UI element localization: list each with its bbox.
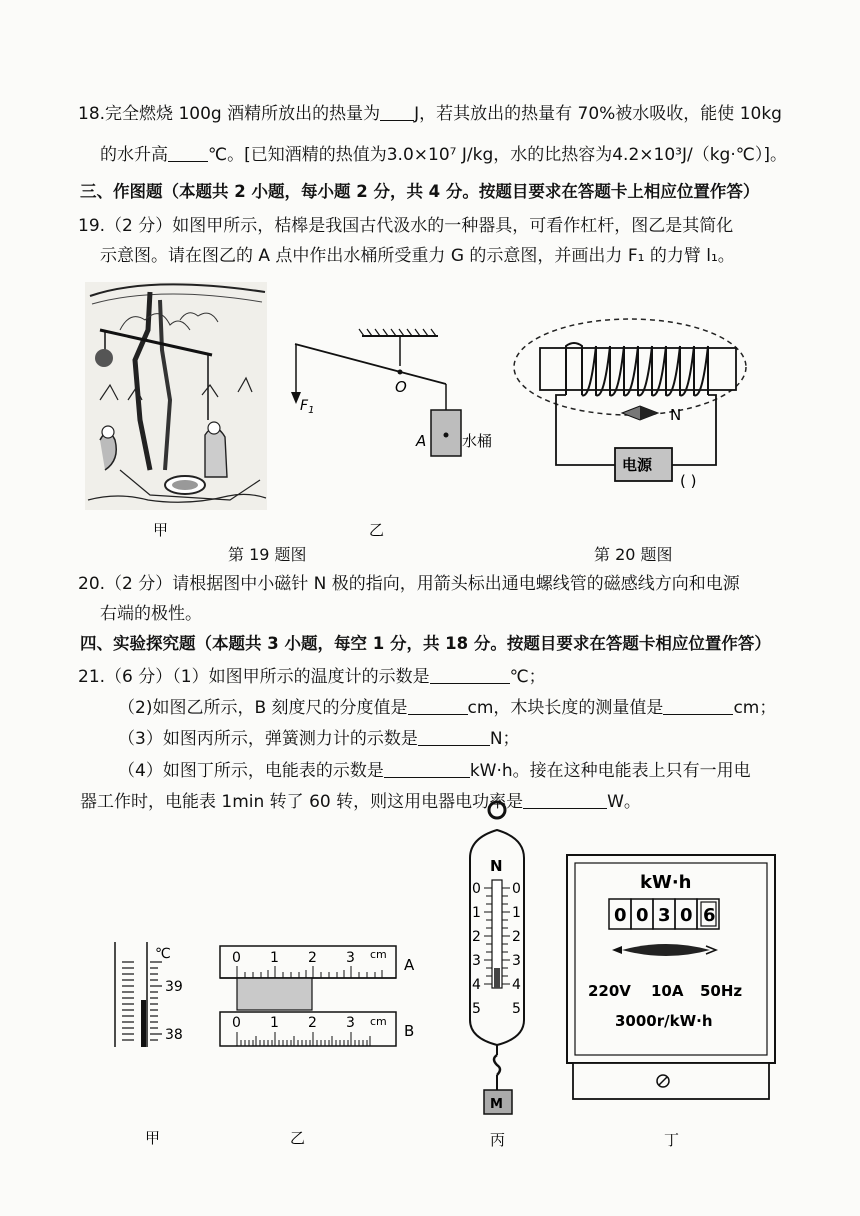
q21-part5: 器工作时，电能表 1min 转了 60 转，则这用电器电功率是 W。 [80, 792, 641, 812]
ruler-b-label: B [404, 1022, 415, 1040]
ruler-b-tick: 1 [270, 1015, 279, 1031]
ruler-b-tick: 0 [232, 1015, 241, 1031]
polarity-blank[interactable]: ( ) [680, 472, 697, 490]
answer-blank[interactable] [663, 698, 733, 715]
scale-tick-left: 2 [472, 929, 481, 945]
ruler-a-unit: cm [370, 948, 387, 961]
fig21-label-ding: 丁 [664, 1131, 680, 1149]
thermo-38: 38 [165, 1027, 183, 1043]
mass-label: M [490, 1097, 503, 1112]
q20-line2: 右端的极性。 [100, 604, 202, 624]
q19-line2: 示意图。请在图乙的 A 点中作出水桶所受重力 G 的示意图，并画出力 F₁ 的力臂 l₁。 [100, 246, 735, 266]
fig21-label-bing: 丙 [490, 1131, 506, 1149]
ruler-b-tick: 3 [346, 1015, 355, 1031]
fig21-label-yi: 乙 [290, 1129, 306, 1147]
ruler-b-tick: 2 [308, 1015, 317, 1031]
point-a-label: A [416, 432, 427, 450]
scale-tick-left: 0 [472, 881, 481, 897]
q21-part3: （3）如图丙所示，弹簧测力计的示数是 N； [118, 729, 520, 749]
scale-tick-right: 3 [512, 953, 521, 969]
fig21-label-jia: 甲 [145, 1129, 161, 1147]
scale-tick-right: 0 [512, 881, 521, 897]
q20-line1: 20.（2 分）请根据图中小磁针 N 极的指向，用箭头标出通电螺线管的磁感线方向和电源 [78, 574, 740, 594]
meter-digit: 3 [658, 905, 671, 926]
needle-n-label: N [670, 406, 682, 424]
fig19-label-yi: 乙 [369, 521, 385, 539]
meter-digit: 0 [636, 905, 649, 926]
section3-heading: 三、作图题（本题共 2 小题，每小题 2 分，共 4 分。按题目要求在答题卡上相应位置作答） [80, 182, 760, 201]
meter-digit: 6 [703, 905, 716, 926]
fig19-caption: 第 19 题图 [228, 545, 307, 564]
meter-digit: 0 [680, 905, 693, 926]
lever-diagram [291, 329, 461, 456]
q21-part4: （4）如图丁所示，电能表的示数是 kW·h。接在这种电能表上只有一用电 [118, 761, 751, 781]
power-label: 电源 [622, 456, 653, 474]
scale-tick-right: 4 [512, 977, 521, 993]
scale-tick-left: 3 [472, 953, 481, 969]
bucket-label: 水桶 [462, 432, 493, 450]
force-label: $F_1$ [300, 398, 315, 416]
q19-line1: 19.（2 分）如图甲所示，桔槔是我国古代汲水的一种器具，可看作杠杆，图乙是其简化 [78, 216, 734, 236]
answer-blank[interactable] [418, 729, 490, 746]
ruler-a-tick: 3 [346, 950, 355, 966]
answer-blank[interactable] [408, 698, 468, 715]
meter-current: 10A [651, 982, 684, 1000]
fig20-caption: 第 20 题图 [594, 545, 673, 564]
scale-tick-left: 5 [472, 1001, 481, 1017]
ruler-a-tick: 1 [270, 950, 279, 966]
scale-tick-left: 1 [472, 905, 481, 921]
meter-frequency: 50Hz [700, 982, 743, 1000]
meter-unit: kW·h [640, 872, 692, 893]
scale-tick-right: 5 [512, 1001, 521, 1017]
answer-blank[interactable] [430, 667, 510, 684]
scale-tick-right: 2 [512, 929, 521, 945]
scale-tick-right: 1 [512, 905, 521, 921]
jiegao-illustration [85, 282, 267, 510]
thermo-unit: ℃ [155, 946, 171, 962]
q18-line2: 的水升高 ℃。[已知酒精的热值为3.0×10⁷ J/kg，水的比热容为4.2×10³J/（kg·℃）]。 [100, 145, 787, 165]
scale-top-n: N [490, 857, 503, 875]
q21-part1: 21.（6 分）（1）如图甲所示的温度计的示数是 ℃； [78, 667, 546, 687]
meter-constant: 3000r/kW·h [615, 1012, 713, 1030]
q18-line1: 18.完全燃烧 100g 酒精所放出的热量为 J，若其放出的热量有 70%被水吸收，能使 10kg [78, 104, 782, 124]
pivot-label: O [395, 378, 407, 396]
meter-voltage: 220V [588, 982, 631, 1000]
meter-digit: 0 [614, 905, 627, 926]
section4-heading: 四、实验探究题（本题共 3 小题，每空 1 分，共 18 分。按题目要求在答题卡相应位置作答） [80, 634, 771, 653]
fig19-label-jia: 甲 [153, 521, 169, 539]
ruler-a-label: A [404, 956, 415, 974]
thermo-39: 39 [165, 979, 183, 995]
answer-blank[interactable] [384, 761, 470, 778]
answer-blank[interactable] [523, 792, 607, 809]
q21-part2: （2)如图乙所示，B 刻度尺的分度值是 cm，木块长度的测量值是 cm； [118, 698, 777, 718]
ruler-b-unit: cm [370, 1015, 387, 1028]
ruler-a-tick: 2 [308, 950, 317, 966]
scale-tick-left: 4 [472, 977, 481, 993]
ruler-a-tick: 0 [232, 950, 241, 966]
